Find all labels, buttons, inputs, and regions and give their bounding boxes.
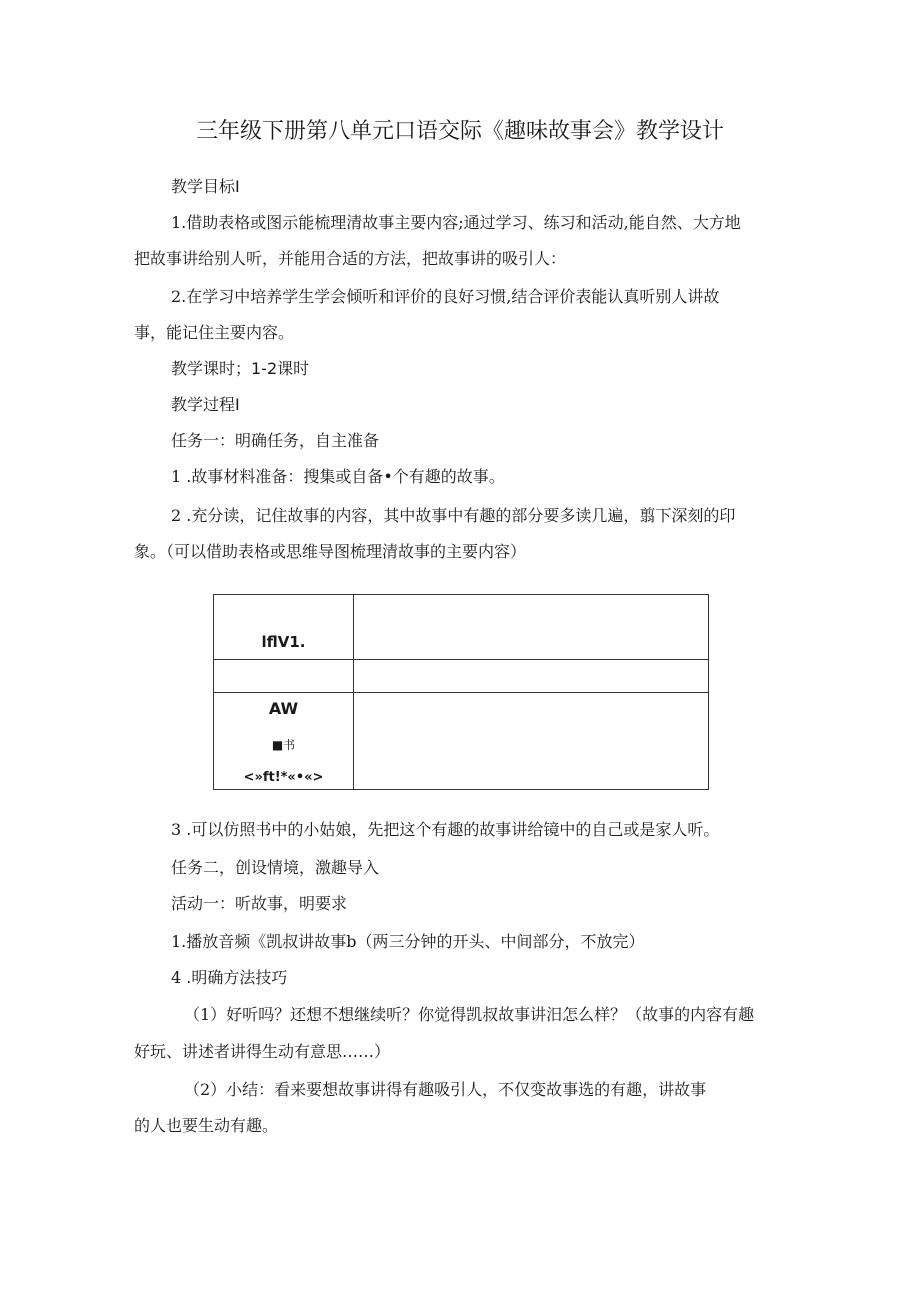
row-3-label-b: ■书 (271, 737, 296, 752)
item-1: 1.播放音频《凯叔讲故事b（两三分钟的开头、中间部分，不放完） (171, 932, 645, 951)
row-1-label: lflV1. (261, 633, 306, 651)
task-1-heading: 任务一：明确任务，自主准备 (171, 431, 380, 450)
table-cell-empty (354, 693, 709, 790)
table-cell-empty (214, 660, 354, 693)
step-2-line-2: 象。（可以借助表格或思维导图梳理清故事的主要内容） (134, 542, 527, 561)
question-1-line-2: 好玩、讲述者讲得生动有意思……） (134, 1042, 391, 1061)
table-row (214, 595, 709, 660)
row-3-label-c: <»ft!*«•«> (243, 770, 324, 785)
activity-1: 活动一：听故事，明要求 (171, 894, 348, 913)
question-1-line-1: （1）好听吗？还想不想继续听？你觉得凯叔故事讲汨怎么样？（故事的内容有趣 (184, 1005, 755, 1024)
document-title: 三年级下册第八单元口语交际《趣味故事会》教学设计 (195, 119, 724, 144)
step-1: 1 .故事材料准备：搜集或自备•个有趣的故事。 (171, 467, 505, 486)
table-cell-label (214, 595, 354, 660)
story-outline-table (213, 594, 709, 790)
question-2-line-2: 的人也要生动有趣。 (134, 1116, 279, 1135)
goal-2-line-1: 2.在学习中培养学生学会倾听和评价的良好习惯,结合评价表能认真听别人讲故 (171, 287, 720, 306)
table-cell-empty (354, 660, 709, 693)
row-3-label-a: AW (268, 699, 299, 718)
goal-2-line-2: 事，能记住主要内容。 (134, 323, 295, 342)
class-hours: 教学课时；1-2课时 (171, 359, 310, 378)
question-2-line-1: （2）小结：看来要想故事讲得有趣吸引人，不仅变故事选的有趣，讲故事 (184, 1080, 707, 1099)
table-cell-label (214, 693, 354, 790)
table-cell-empty (354, 595, 709, 660)
process-heading: 教学过程I (171, 395, 240, 414)
task-2-heading: 任务二，创设情境，激趣导入 (171, 858, 380, 877)
step-3: 3 .可以仿照书中的小姑娘，先把这个有趣的故事讲给镜中的自己或是家人听。 (171, 820, 720, 839)
table-row (214, 693, 709, 790)
step-2-line-1: 2 .充分读，记住故事的内容，其中故事中有趣的部分要多读几遍，翦下深刻的印 (171, 506, 736, 525)
goal-1-line-1: 1.借助表格或图示能梳理清故事主要内容;通过学习、练习和活动,能自然、大方地 (171, 213, 741, 232)
goals-heading: 教学目标I (171, 177, 240, 196)
table-row (214, 660, 709, 693)
item-4: 4 .明确方法技巧 (171, 968, 288, 987)
goal-1-line-2: 把故事讲给别人听，并能用合适的方法，把故事讲的吸引人： (134, 249, 567, 268)
